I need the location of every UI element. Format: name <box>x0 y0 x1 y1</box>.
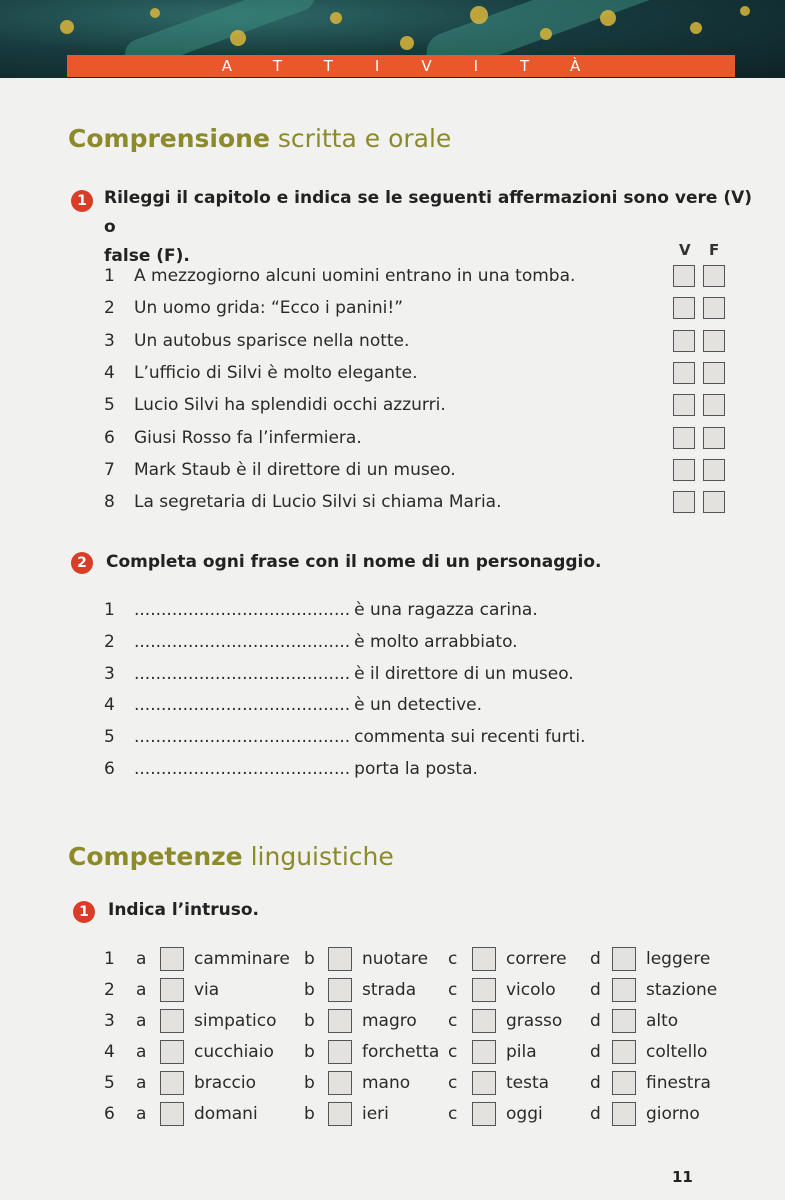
statement-row <box>104 266 575 286</box>
sentence-text: è un detective. <box>354 695 483 716</box>
sentence-text: commenta sui recenti furti. <box>354 727 586 748</box>
option-checkbox[interactable] <box>612 1040 636 1064</box>
statement-text: A mezzogiorno alcuni uomini entrano in una tomba. <box>134 266 576 286</box>
sentence-row <box>104 727 586 747</box>
option-checkbox[interactable] <box>160 978 184 1002</box>
sentence-number: 3 <box>104 663 115 684</box>
sentence-row <box>104 632 518 652</box>
option-letter: c <box>448 949 458 969</box>
sentence-number: 2 <box>104 631 115 652</box>
sentence-row <box>104 759 478 779</box>
sentence-text: è il direttore di un museo. <box>354 663 574 684</box>
statement-row <box>104 331 409 351</box>
option-word: giorno <box>646 1104 700 1124</box>
blank-field[interactable]: ........................................ <box>134 600 351 620</box>
odd-one-out-row <box>104 1040 744 1066</box>
true-checkbox[interactable] <box>673 459 695 481</box>
sentence-text: è molto arrabbiato. <box>354 631 518 652</box>
sentence-number: 1 <box>104 600 115 620</box>
option-word: oggi <box>506 1104 543 1124</box>
true-checkbox[interactable] <box>673 427 695 449</box>
option-letter: a <box>136 1104 147 1124</box>
option-letter: d <box>590 949 601 969</box>
statement-row <box>104 395 446 415</box>
exercise-instruction: Completa ogni frase con il nome di un personaggio. <box>106 552 602 572</box>
option-word: mano <box>362 1073 411 1093</box>
option-word: stazione <box>646 980 718 1000</box>
option-checkbox[interactable] <box>328 1071 352 1095</box>
exercise-number-badge: 1 <box>73 901 95 923</box>
sentence-text: è una ragazza carina. <box>354 600 538 620</box>
option-letter: c <box>448 1073 458 1093</box>
option-letter: d <box>590 1073 601 1093</box>
option-word: correre <box>506 949 567 969</box>
option-checkbox[interactable] <box>328 1102 352 1126</box>
odd-one-out-row <box>104 1102 744 1128</box>
exercise-number-badge: 2 <box>71 552 93 574</box>
sentence-text: porta la posta. <box>354 759 478 779</box>
option-word: pila <box>506 1042 537 1062</box>
option-checkbox[interactable] <box>160 1040 184 1064</box>
option-word: alto <box>646 1011 679 1031</box>
option-word: domani <box>194 1104 258 1124</box>
option-checkbox[interactable] <box>612 1102 636 1126</box>
statement-number: 6 <box>104 427 115 448</box>
option-word: coltello <box>646 1042 708 1062</box>
option-letter: a <box>136 1011 147 1031</box>
option-word: via <box>194 980 220 1000</box>
statement-text: Un autobus sparisce nella notte. <box>134 330 410 351</box>
activity-bar <box>67 55 735 77</box>
blank-field[interactable]: ........................................ <box>134 663 351 684</box>
false-checkbox[interactable] <box>703 265 725 287</box>
option-letter: b <box>304 1011 315 1031</box>
option-word: vicolo <box>506 980 556 1000</box>
option-checkbox[interactable] <box>612 1071 636 1095</box>
statement-number: 7 <box>104 459 115 480</box>
statement-row <box>104 363 417 383</box>
statement-number: 5 <box>104 395 115 416</box>
option-word: simpatico <box>194 1011 277 1031</box>
option-checkbox[interactable] <box>328 978 352 1002</box>
option-word: camminare <box>194 949 290 969</box>
option-checkbox[interactable] <box>612 978 636 1002</box>
odd-one-out-row <box>104 1009 744 1035</box>
section-title-light: linguistiche <box>250 842 394 871</box>
page-number: 11 <box>672 1168 693 1186</box>
row-number: 4 <box>104 1042 115 1062</box>
section-title-light: scritta e orale <box>277 124 452 153</box>
option-checkbox[interactable] <box>472 1009 496 1033</box>
option-checkbox[interactable] <box>328 1040 352 1064</box>
option-checkbox[interactable] <box>328 947 352 971</box>
option-checkbox[interactable] <box>472 947 496 971</box>
option-word: strada <box>362 980 417 1000</box>
option-word: finestra <box>646 1073 711 1093</box>
false-checkbox[interactable] <box>703 362 725 384</box>
option-letter: a <box>136 949 147 969</box>
option-checkbox[interactable] <box>612 947 636 971</box>
true-checkbox[interactable] <box>673 394 695 416</box>
option-letter: d <box>590 1042 601 1062</box>
row-number: 3 <box>104 1011 115 1031</box>
option-letter: c <box>448 980 458 1000</box>
option-letter: c <box>448 1011 458 1031</box>
option-checkbox[interactable] <box>472 1040 496 1064</box>
statement-number: 8 <box>104 492 115 513</box>
section-title-bold: Comprensione <box>68 124 270 153</box>
exercise-instruction: Indica l’intruso. <box>108 900 259 920</box>
odd-one-out-row <box>104 1071 744 1097</box>
statement-row <box>104 460 456 480</box>
sentence-row <box>104 695 482 715</box>
false-checkbox[interactable] <box>703 427 725 449</box>
row-number: 2 <box>104 980 115 1000</box>
option-letter: b <box>304 1104 315 1124</box>
option-word: cucchiaio <box>194 1042 274 1062</box>
option-letter: b <box>304 1073 315 1093</box>
option-checkbox[interactable] <box>612 1009 636 1033</box>
statement-number: 3 <box>104 330 115 351</box>
statement-text: Un uomo grida: “Ecco i panini!” <box>134 298 404 319</box>
statement-row <box>104 492 502 512</box>
statement-text: Mark Staub è il direttore di un museo. <box>134 459 456 480</box>
statement-number: 2 <box>104 298 115 319</box>
blank-field[interactable]: ........................................ <box>134 631 351 652</box>
statement-number: 1 <box>104 266 115 286</box>
option-checkbox[interactable] <box>472 1102 496 1126</box>
statement-number: 4 <box>104 362 115 383</box>
option-checkbox[interactable] <box>328 1009 352 1033</box>
option-word: testa <box>506 1073 550 1093</box>
statement-text: L’ufficio di Silvi è molto elegante. <box>134 362 418 383</box>
false-checkbox[interactable] <box>703 459 725 481</box>
row-number: 6 <box>104 1104 115 1124</box>
statement-text: La segretaria di Lucio Silvi si chiama Maria. <box>134 492 502 513</box>
column-header-v: V <box>679 241 691 259</box>
section-title-comprensione <box>68 124 451 153</box>
option-letter: b <box>304 980 315 1000</box>
option-letter: a <box>136 1042 147 1062</box>
blank-field[interactable]: ........................................ <box>134 727 351 748</box>
false-checkbox[interactable] <box>703 394 725 416</box>
sentence-number: 5 <box>104 727 115 748</box>
option-letter: b <box>304 1042 315 1062</box>
statement-row <box>104 428 362 448</box>
statement-text: Lucio Silvi ha splendidi occhi azzurri. <box>134 395 446 416</box>
activity-label: ATTIVITÀ <box>221 57 623 75</box>
sentence-row <box>104 664 574 684</box>
true-checkbox[interactable] <box>673 330 695 352</box>
sentence-number: 6 <box>104 759 115 779</box>
section-title-competenze <box>68 842 394 871</box>
odd-one-out-row <box>104 978 744 1004</box>
option-checkbox[interactable] <box>160 947 184 971</box>
option-letter: a <box>136 1073 147 1093</box>
statement-row <box>104 298 403 318</box>
sentence-row <box>104 600 538 620</box>
option-word: nuotare <box>362 949 429 969</box>
option-checkbox[interactable] <box>160 1071 184 1095</box>
true-checkbox[interactable] <box>673 362 695 384</box>
blank-field[interactable]: ........................................ <box>134 759 351 779</box>
column-header-f: F <box>709 241 720 259</box>
option-letter: d <box>590 1011 601 1031</box>
option-checkbox[interactable] <box>472 1071 496 1095</box>
true-checkbox[interactable] <box>673 491 695 513</box>
false-checkbox[interactable] <box>703 491 725 513</box>
section-title-bold: Competenze <box>68 842 243 871</box>
odd-one-out-row <box>104 947 744 973</box>
statement-text: Giusi Rosso fa l’infermiera. <box>134 427 362 448</box>
true-checkbox[interactable] <box>673 265 695 287</box>
option-word: ieri <box>362 1104 389 1124</box>
option-checkbox[interactable] <box>472 978 496 1002</box>
exercise-instruction: Rileggi il capitolo e indica se le seguenti affermazioni sono vere (V) o false (F). <box>104 188 753 266</box>
option-word: magro <box>362 1011 417 1031</box>
option-word: forchetta <box>362 1042 440 1062</box>
sentence-number: 4 <box>104 695 115 716</box>
exercise-number-badge: 1 <box>71 190 93 212</box>
option-letter: b <box>304 949 315 969</box>
option-letter: d <box>590 980 601 1000</box>
option-letter: d <box>590 1104 601 1124</box>
option-word: braccio <box>194 1073 257 1093</box>
true-checkbox[interactable] <box>673 297 695 319</box>
false-checkbox[interactable] <box>703 297 725 319</box>
row-number: 1 <box>104 949 115 969</box>
row-number: 5 <box>104 1073 115 1093</box>
blank-field[interactable]: ........................................ <box>134 695 351 716</box>
option-letter: c <box>448 1104 458 1124</box>
false-checkbox[interactable] <box>703 330 725 352</box>
option-checkbox[interactable] <box>160 1102 184 1126</box>
option-letter: c <box>448 1042 458 1062</box>
option-word: grasso <box>506 1011 563 1031</box>
option-letter: a <box>136 980 147 1000</box>
option-checkbox[interactable] <box>160 1009 184 1033</box>
option-word: leggere <box>646 949 711 969</box>
